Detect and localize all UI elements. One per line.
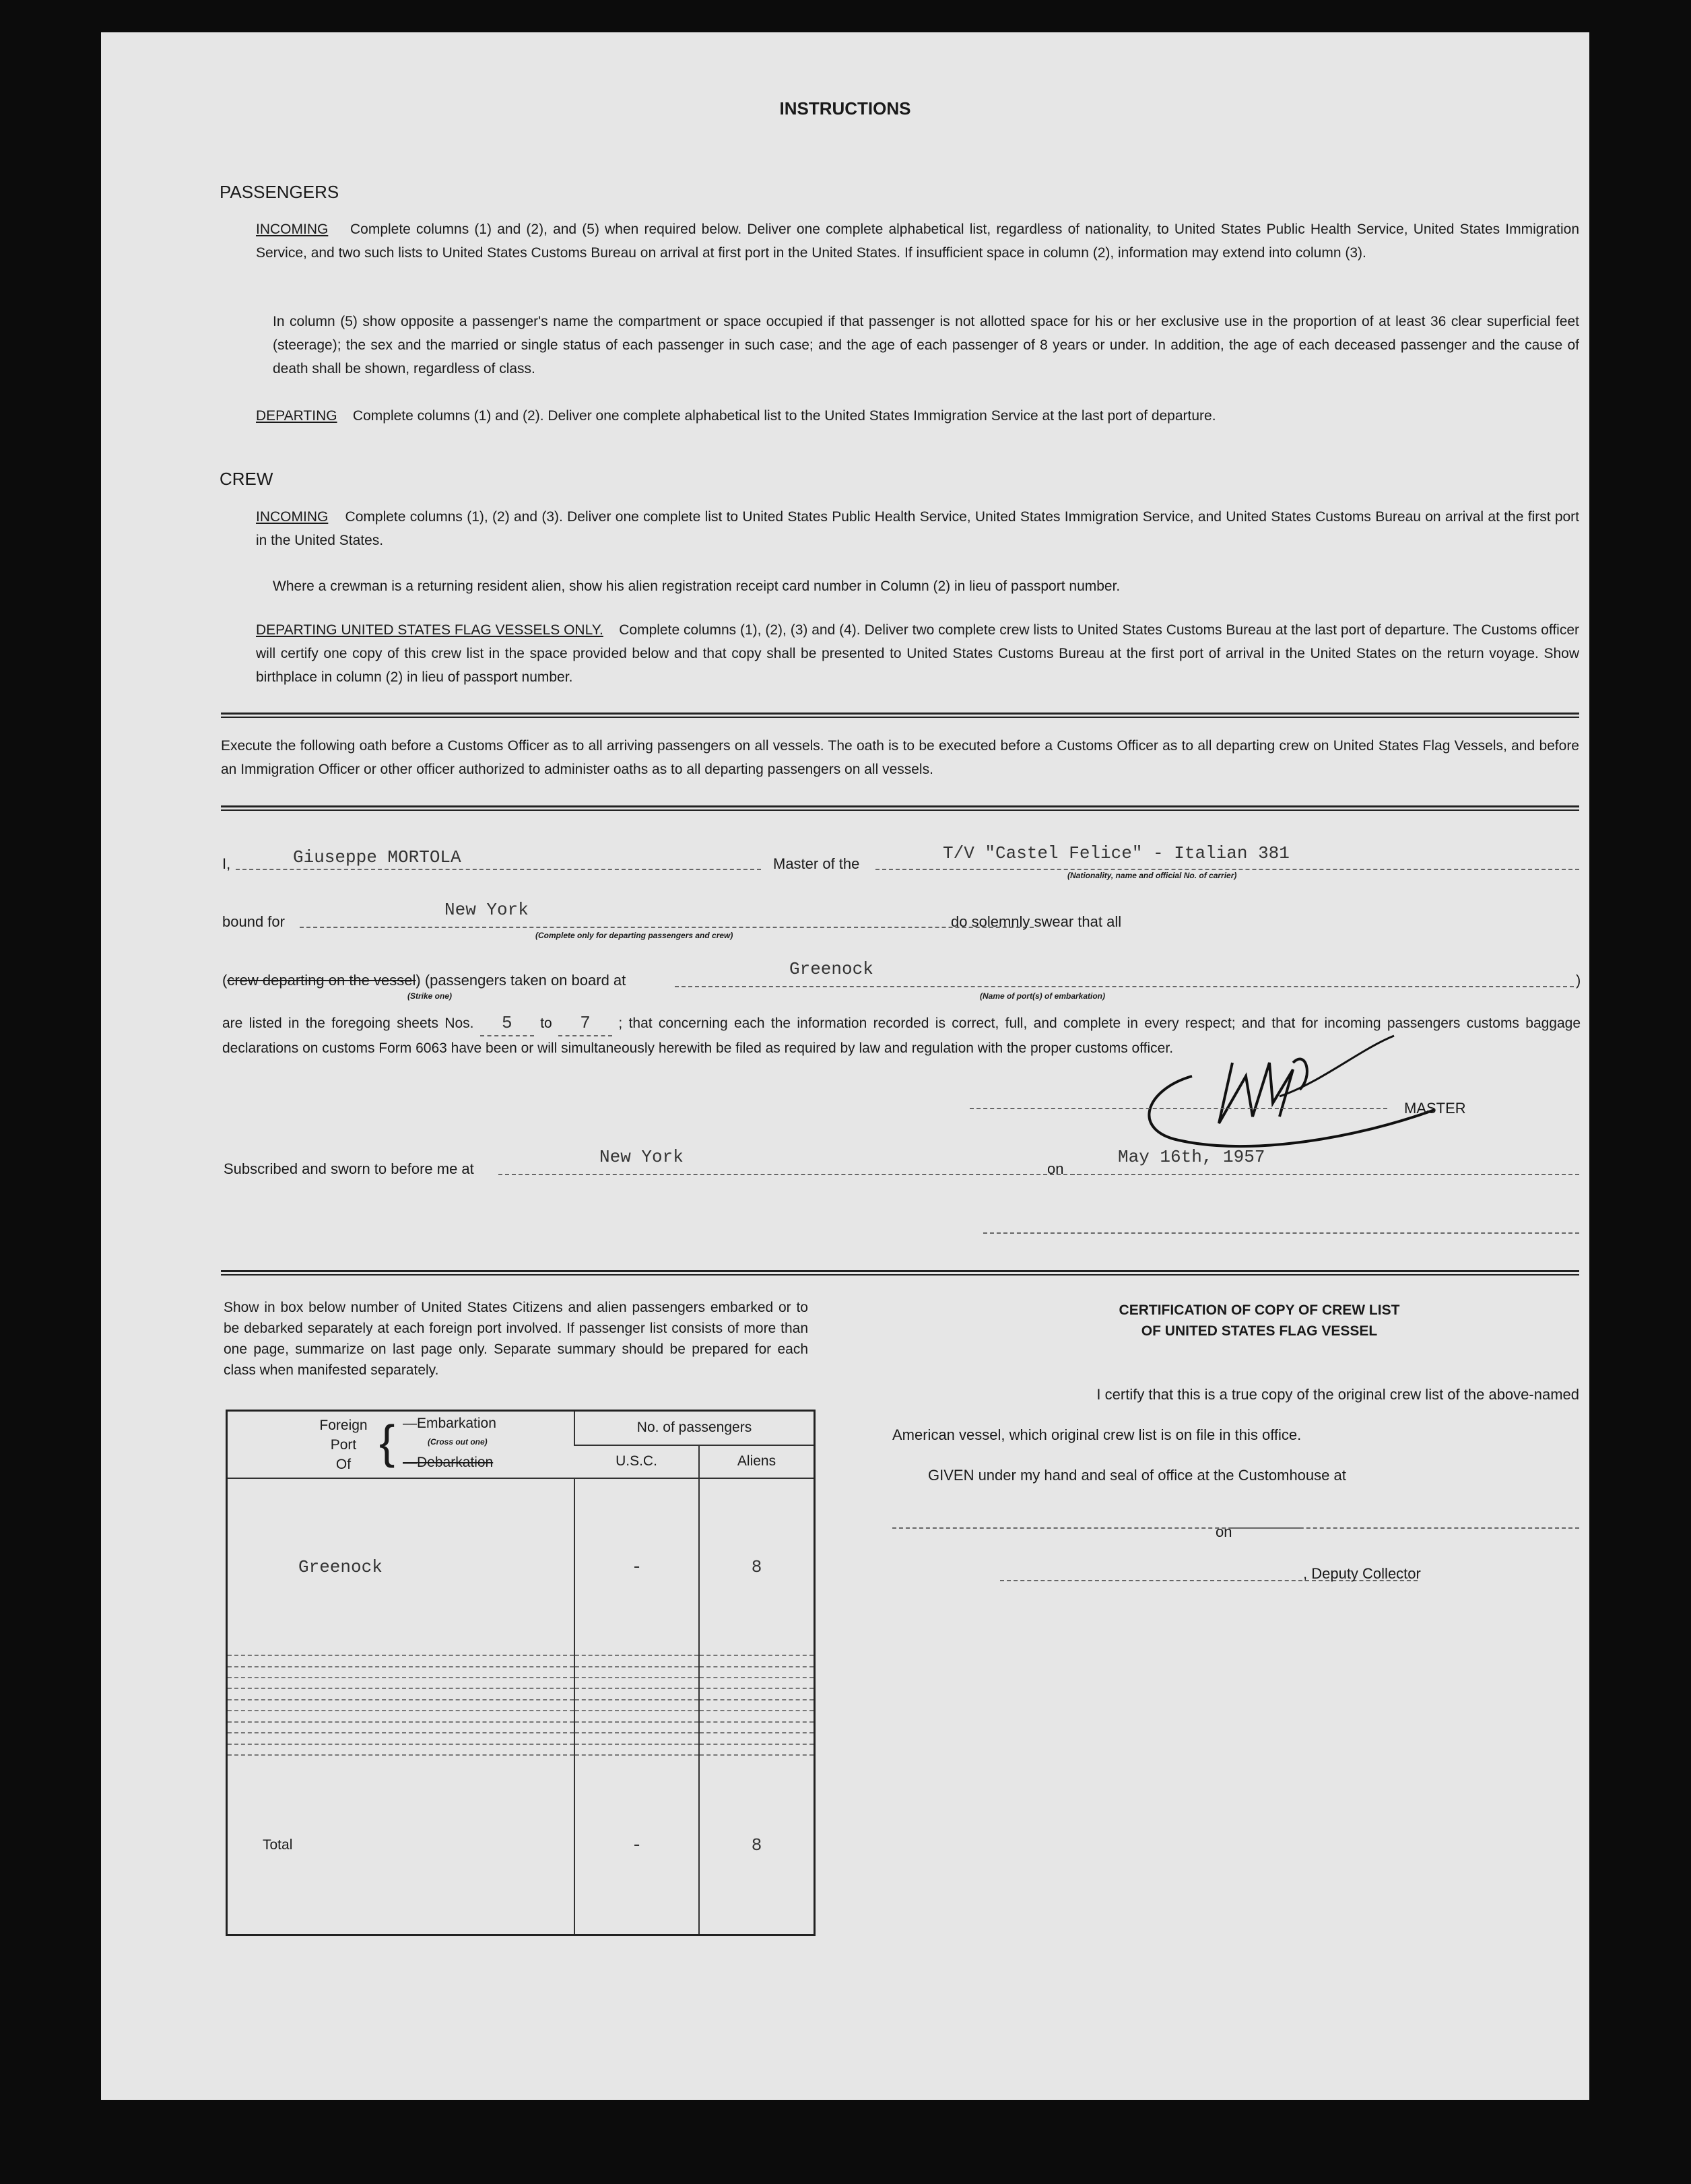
master-name-field[interactable] (236, 847, 761, 870)
crew-departing-label: DEPARTING UNITED STATES FLAG VESSELS ONLY. (256, 622, 603, 638)
aliens-cell[interactable] (699, 1655, 815, 1666)
paren-close: ) (416, 972, 421, 989)
aliens-cell[interactable]: 8 (699, 1478, 815, 1655)
passengers-incoming-text: Complete columns (1) and (2), and (5) when required below. Deliver one complete alphabetical list, regardless of nationality, to United States Public Health Service, United States Immigration Service, and two such lists to United States Customs Bureau on arrival at first port in the United States. If insufficient space in column (2), information may extend into column (3). (256, 222, 1579, 261)
usc-header: U.S.C. (574, 1445, 699, 1478)
cert-on-label: on (1216, 1523, 1232, 1540)
debarkation-option[interactable]: —Debarkation (403, 1455, 494, 1470)
crew-incoming-label: INCOMING (256, 509, 329, 525)
usc-cell[interactable] (574, 1700, 699, 1711)
passengers-column5-paragraph: In column (5) show opposite a passenger's name the compartment or space occupied if that passenger is not allotted space for his or her exclusive use in the proportion of at least 36 clear superficial feet (steerage); the sex and the married or single status of each passenger in such case; and the age of each passenger of 8 years or under. In addition, the age of each deceased passenger and the cause of death shall be shown, regardless of class. (273, 314, 1579, 376)
crew-departing-text: Complete columns (1), (2), (3) and (4). Deliver two complete crew lists to United States Customs Bureau at the last port of departure. The Customs officer will certify one copy of this crew list in the space provided below and that copy shall be presented to United States Customs Bureau at the first port of arrival in the United States on the return voyage. Show birthplace in column (2) in lieu of passport number. (256, 622, 1579, 685)
table-row (227, 1733, 815, 1744)
certification-title-line1: CERTIFICATION OF COPY OF CREW LIST (1119, 1302, 1400, 1318)
aliens-cell[interactable] (699, 1711, 815, 1721)
certify-line1: I certify that this is a true copy of the original crew list of the above-named (1096, 1386, 1579, 1403)
port-cell[interactable]: Greenock (227, 1478, 575, 1655)
certify-text: ; that concerning each the information recorded is correct, full, and complete in every respect; and that for incoming passengers customs baggage declarations on customs Form 6063 have been or will simultaneously herewith be filed as required by law and regulation with the proper customs officer. (222, 1016, 1581, 1056)
embark-port-field[interactable] (675, 959, 1574, 987)
port-cell[interactable] (227, 1667, 575, 1678)
summary-header-row (227, 1411, 815, 1445)
embarkation-option[interactable]: —Embarkation (403, 1416, 496, 1431)
vessel-field[interactable] (875, 843, 1579, 870)
crew-departing-struck: crew departing on the vessel (227, 972, 416, 989)
table-row (227, 1655, 815, 1666)
aliens-cell[interactable] (699, 1688, 815, 1699)
of-label: Of (335, 1457, 352, 1472)
crew-title: CREW (220, 469, 273, 489)
sworn-place-value: New York (599, 1147, 684, 1167)
master-label: MASTER (1404, 1100, 1466, 1117)
usc-cell[interactable] (574, 1733, 699, 1744)
vessel-value: T/V "Castel Felice" - Italian 381 (943, 843, 1290, 863)
foreign-port-header (227, 1411, 575, 1479)
crew-incoming-paragraph (256, 505, 1579, 552)
swear-text: do solemnly swear that all (951, 913, 1122, 930)
sworn-date-field[interactable] (1071, 1147, 1579, 1175)
usc-cell[interactable]: - (574, 1478, 699, 1655)
usc-cell[interactable] (574, 1744, 699, 1755)
port-cell[interactable] (227, 1700, 575, 1711)
passengers-incoming-label: INCOMING (256, 222, 329, 237)
usc-cell[interactable] (574, 1667, 699, 1678)
sheet-from-field[interactable]: 5 (480, 1012, 534, 1036)
strike-caption: (Strike one) (407, 991, 453, 1001)
passengers-title: PASSENGERS (220, 182, 339, 202)
aliens-header: Aliens (699, 1445, 815, 1478)
crew-passenger-choice (222, 972, 626, 989)
usc-cell[interactable] (574, 1688, 699, 1699)
port-cell[interactable] (227, 1678, 575, 1688)
crew-departing-paragraph (256, 618, 1579, 689)
table-row (227, 1478, 815, 1655)
port-cell[interactable] (227, 1722, 575, 1733)
officer-signature-line[interactable] (983, 1231, 1579, 1234)
bound-for-label: bound for (222, 913, 285, 930)
table-row (227, 1711, 815, 1721)
sworn-date-value: May 16th, 1957 (1118, 1147, 1265, 1167)
total-usc-cell[interactable]: - (574, 1755, 699, 1935)
table-row (227, 1700, 815, 1711)
table-row (227, 1744, 815, 1755)
port-cell[interactable] (227, 1744, 575, 1755)
port-cell[interactable] (227, 1733, 575, 1744)
divider-rule (221, 713, 1579, 718)
table-row (227, 1667, 815, 1678)
port-cell[interactable] (227, 1711, 575, 1721)
sheet-to-field[interactable]: 7 (558, 1012, 612, 1036)
certify-line2: American vessel, which original crew list is on file in this office. (892, 1426, 1302, 1443)
certification-title-line2: OF UNITED STATES FLAG VESSEL (1141, 1323, 1378, 1339)
foreign-label: Foreign (319, 1418, 368, 1433)
to-label: to (540, 1016, 552, 1031)
cross-out-caption: (Cross out one) (428, 1437, 488, 1447)
port-caption: (Name of port(s) of embarkation) (980, 991, 1106, 1001)
summary-instructions: Show in box below number of United States Citizens and alien passengers embarked or to be debarked separately at each foreign port involved. If passenger list consists of more than one page, summarize on last page only. Separate summary should be prepared for each class when manifested separately. (224, 1300, 808, 1378)
sworn-place-field[interactable] (498, 1147, 1081, 1175)
table-row (227, 1688, 815, 1699)
aliens-cell[interactable] (699, 1667, 815, 1678)
passenger-summary-table (226, 1410, 816, 1936)
crew-incoming-text: Complete columns (1), (2) and (3). Deliver one complete list to United States Public Health Service, United States Immigration Service, and United States Customs Bureau on arrival at the first port in the United States. (256, 509, 1580, 548)
deputy-collector-label: , Deputy Collector (1303, 1565, 1421, 1582)
crew-resident-paragraph: Where a crewman is a returning resident alien, show his alien registration receipt card number in Column (2) in lieu of passport number. (273, 578, 1121, 594)
aliens-cell[interactable] (699, 1700, 815, 1711)
passengers-departing-label: DEPARTING (256, 408, 337, 424)
bound-for-field[interactable] (300, 900, 1034, 928)
given-text: GIVEN under my hand and seal of office at the Customhouse at (928, 1467, 1346, 1484)
aliens-cell[interactable] (699, 1744, 815, 1755)
table-row (227, 1678, 815, 1688)
aliens-cell[interactable] (699, 1678, 815, 1688)
close-paren: ) (1576, 972, 1581, 989)
port-cell[interactable] (227, 1688, 575, 1699)
form-page (101, 32, 1589, 2100)
embark-port-value: Greenock (789, 959, 873, 979)
port-cell[interactable] (227, 1655, 575, 1666)
total-aliens-cell[interactable]: 8 (699, 1755, 815, 1935)
aliens-cell[interactable] (699, 1722, 815, 1733)
sheets-label: are listed in the foregoing sheets Nos. (222, 1016, 474, 1031)
usc-cell[interactable] (574, 1722, 699, 1733)
passengers-departing-text: Complete columns (1) and (2). Deliver one complete alphabetical list to the United States Immigration Service at the last port of departure. (352, 408, 1216, 424)
table-row (227, 1722, 815, 1733)
aliens-cell[interactable] (699, 1733, 815, 1744)
passengers-taken-text: (passengers taken on board at (424, 972, 626, 989)
bound-caption: (Complete only for departing passengers and crew) (535, 931, 733, 940)
paren-open: ( (222, 972, 228, 989)
bound-for-value: New York (444, 900, 529, 920)
passengers-count-header: No. of passengers (574, 1411, 815, 1445)
port-label: Port (330, 1437, 357, 1453)
master-name-value: Giuseppe MORTOLA (293, 847, 461, 867)
total-label: Total (263, 1836, 293, 1853)
usc-cell[interactable] (574, 1678, 699, 1688)
usc-cell[interactable] (574, 1655, 699, 1666)
instructions-heading: INSTRUCTIONS (779, 98, 911, 119)
master-of-label: Master of the (773, 855, 860, 872)
certification-title (990, 1300, 1529, 1342)
passengers-incoming-paragraph (256, 218, 1579, 265)
total-row (227, 1755, 815, 1935)
sworn-on-label: on (1047, 1160, 1064, 1177)
vessel-caption: (Nationality, name and official No. of carrier) (1067, 871, 1237, 880)
usc-cell[interactable] (574, 1711, 699, 1721)
cert-date-line[interactable] (1232, 1526, 1579, 1529)
master-signature-line[interactable] (970, 1106, 1387, 1109)
subscribed-label: Subscribed and sworn to before me at (224, 1160, 474, 1177)
divider-rule (221, 805, 1579, 811)
divider-rule (221, 1270, 1579, 1276)
brace-icon: { (379, 1416, 395, 1468)
oath-instructions: Execute the following oath before a Customs Officer as to all arriving passengers on all vessels. The oath is to be executed before a Customs Officer as to all departing crew on United States Flag Vessels, and before an Immigration Officer or other officer authorized to administer oaths as to all departing passengers on all vessels. (221, 738, 1579, 777)
oath-i-label: I, (222, 855, 231, 872)
passengers-departing-paragraph (256, 404, 1579, 428)
